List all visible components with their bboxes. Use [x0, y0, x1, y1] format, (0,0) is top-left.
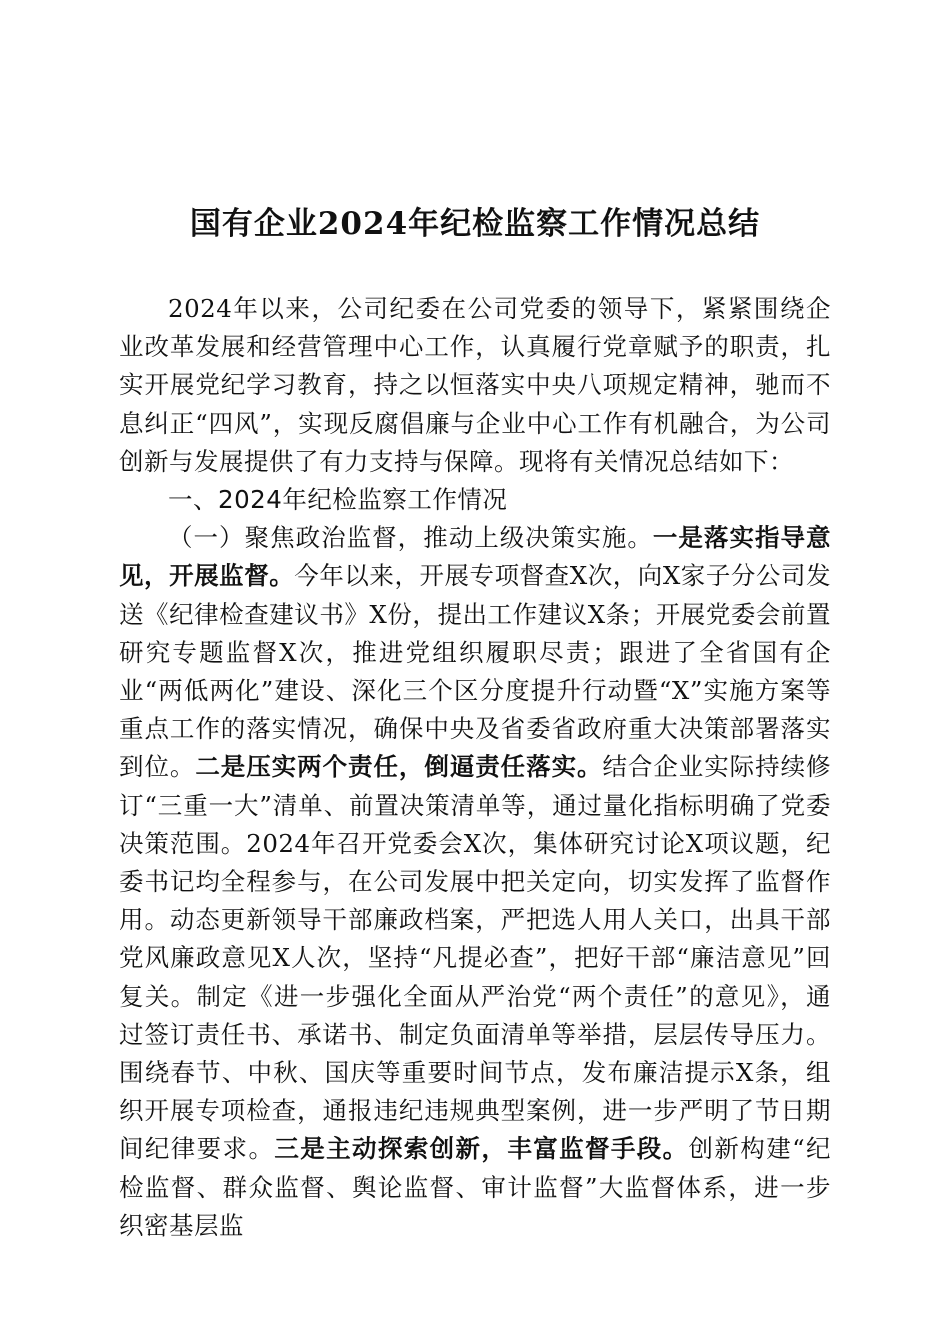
- subsection-heading: （一）聚焦政治监督，推动上级决策实施。: [168, 523, 653, 553]
- subsection-paragraph: [119, 519, 831, 1245]
- point-2-text: 结合企业实际持续修订“三重一大”清单、前置决策清单等，通过量化指标明确了党委决策范围。2024年召开党委会X次，集体研究讨论X项议题，纪委书记均全程参与，在公司发展中把关定向，切实发挥了监督作用。动态更新领导干部廉政档案，严把选人用人关口，出具干部党风廉政意见X人次，坚持“凡提必查”，把好干部“廉洁意见”回复关。制定《进一步强化全面从严治党“两个责任”的意见》，通过签订责任书、承诺书、制定负面清单等举措，层层传导压力。围绕春节、中秋、国庆等重要时间节点，发布廉洁提示X条，组织开展专项检查，通报违纪违规典型案例，进一步严明了节日期间纪律要求。: [119, 752, 832, 1164]
- section-heading: 一、2024年纪检监察工作情况: [168, 485, 508, 515]
- intro-paragraph: 2024年以来，公司纪委在公司党委的领导下，紧紧围绕企业改革发展和经营管理中心工作，认真履行党章赋予的职责，扎实开展党纪学习教育，持之以恒落实中央八项规定精神，驰而不息纠正“四风”，实现反腐倡廉与企业中心工作有机融合，为公司创新与发展提供了有力支持与保障。现将有关情况总结如下：: [119, 294, 831, 476]
- point-1-lead: 一是落实指导意见，开展监督。: [119, 523, 832, 591]
- point-2-lead: 二是压实两个责任，倒逼责任落实。: [195, 752, 603, 782]
- point-3-lead: 三是主动探索创新，丰富监督手段。: [274, 1134, 689, 1164]
- point-3-text: 创新构建“纪检监督、群众监督、舆论监督、审计监督”大监督体系，进一步织密基层监: [119, 1134, 831, 1240]
- point-1-text: 今年以来，开展专项督查X次，向X家子分公司发送《纪律检查建议书》X份，提出工作建议X条；开展党委会前置研究专题监督X次，推进党组织履职尽责；跟进了全省国有企业“两低两化”建设、深化三个区分度提升行动暨“X”实施方案等重点工作的落实情况，确保中央及省委省政府重大决策部署落实到位。: [119, 561, 831, 782]
- document-body: [119, 290, 831, 1245]
- document-title: 国有企业2024年纪检监察工作情况总结: [189, 206, 761, 242]
